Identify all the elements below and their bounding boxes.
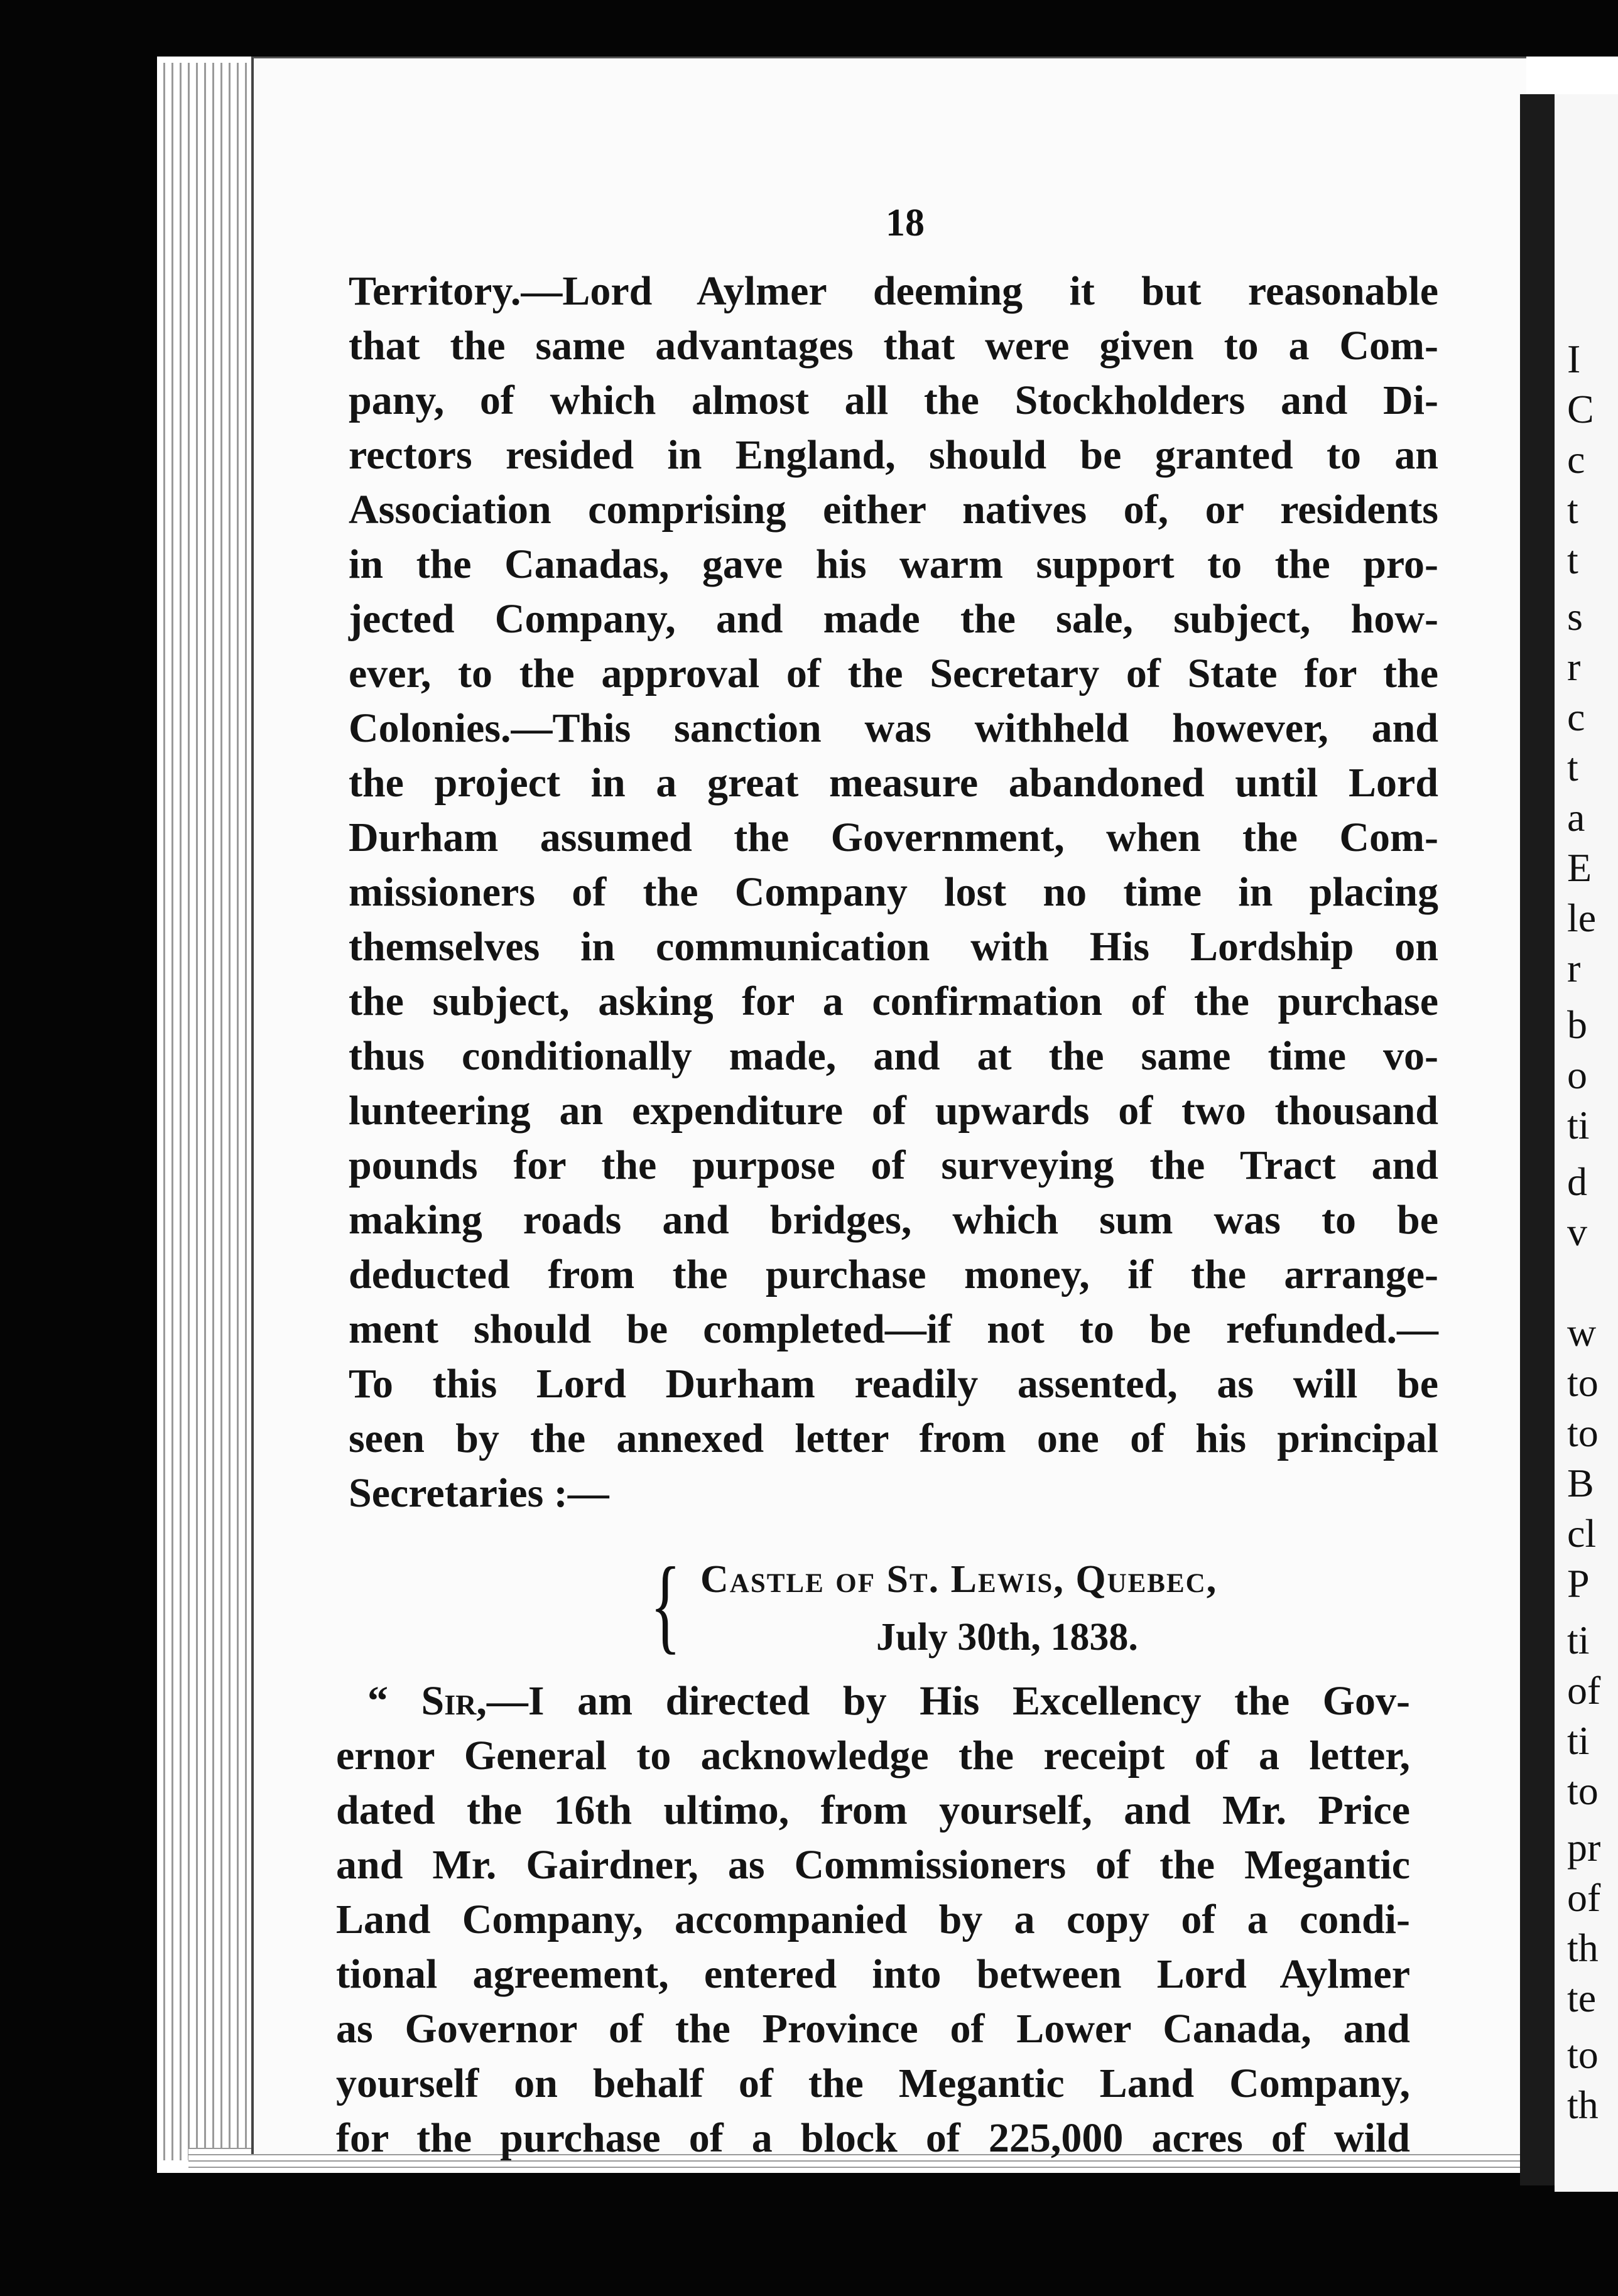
facing-page-fragment: th — [1567, 1925, 1599, 1970]
body-line: Colonies.—This sanction was withheld however, and — [349, 705, 1438, 751]
letter-line: Land Company, accompanied by a copy of a condi- — [336, 1897, 1410, 1942]
facing-page-fragment: b — [1567, 1002, 1587, 1047]
facing-page-fragment: a — [1567, 795, 1585, 840]
body-line: Secretaries :— — [349, 1470, 609, 1516]
facing-page — [1555, 94, 1618, 2192]
scan-background-top — [0, 0, 1618, 57]
body-line: jected Company, and made the sale, subject, how- — [349, 596, 1438, 642]
body-line: rectors resided in England, should be granted to an — [349, 432, 1438, 478]
body-line: Territory.—Lord Aylmer deeming it but reasonable — [349, 268, 1438, 314]
body-line: To this Lord Durham readily assented, as will be — [349, 1361, 1438, 1407]
letter-heading-date: July 30th, 1838. — [876, 1616, 1138, 1659]
facing-page-fragment: of — [1567, 1668, 1601, 1713]
facing-page-fragment: to — [1567, 2032, 1599, 2077]
body-line: the subject, asking for a confirmation of the purchase — [349, 978, 1438, 1024]
curly-brace-icon: { — [650, 1546, 681, 1664]
letter-line: tional agreement, entered into between Lord Aylmer — [336, 1951, 1410, 1997]
body-line: pany, of which almost all the Stockholders and Di- — [349, 377, 1438, 423]
scan-background-bottom — [0, 2173, 1618, 2296]
facing-page-fragment: to — [1567, 1768, 1599, 1813]
body-line: seen by the annexed letter from one of his principal — [349, 1416, 1438, 1461]
book-page-edges — [157, 63, 264, 2160]
body-line: that the same advantages that were given to a Com- — [349, 323, 1438, 369]
page-number: 18 — [886, 202, 925, 244]
letter-salutation: “ Sir, — [367, 1678, 487, 1724]
facing-page-fragment: s — [1567, 594, 1583, 639]
body-line: ever, to the approval of the Secretary of State for the — [349, 651, 1438, 696]
facing-page-fragment: I — [1567, 337, 1581, 381]
letter-line: for the purchase of a block of 225,000 acres of wild — [336, 2115, 1410, 2161]
facing-page-fragment: w — [1567, 1310, 1597, 1355]
facing-page-fragment: o — [1567, 1053, 1587, 1097]
scan-background-left — [0, 0, 157, 2296]
facing-page-fragment: c — [1567, 437, 1585, 482]
body-line: pounds for the purpose of surveying the Tract and — [349, 1142, 1438, 1188]
body-line: making roads and bridges, which sum was to be — [349, 1197, 1438, 1243]
letter-line: yourself on behalf of the Megantic Land Company, — [336, 2060, 1410, 2106]
letter-heading — [650, 1546, 1404, 1677]
facing-page-fragment: le — [1567, 896, 1597, 940]
letter-line: dated the 16th ultimo, from yourself, and Mr. Price — [336, 1787, 1410, 1833]
body-line: deducted from the purchase money, if the arrange- — [349, 1252, 1438, 1297]
facing-page-fragment: cl — [1567, 1511, 1597, 1556]
body-line: thus conditionally made, and at the same time vo- — [349, 1033, 1438, 1079]
letter-first-line-rest: —I am directed by His Excellency the Gov- — [486, 1678, 1410, 1724]
facing-page-fragment: d — [1567, 1159, 1587, 1204]
body-line: Durham assumed the Government, when the Com- — [349, 815, 1438, 860]
body-text — [349, 264, 1438, 1520]
facing-page-fragment: r — [1567, 946, 1581, 990]
letter-text — [336, 1674, 1410, 2165]
letter-line — [336, 1674, 1410, 1728]
facing-page-fragment: te — [1567, 1976, 1597, 2020]
facing-page-fragment: t — [1567, 745, 1578, 789]
body-line: in the Canadas, gave his warm support to the pro- — [349, 541, 1438, 587]
facing-page-fragment: ti — [1567, 1618, 1590, 1662]
facing-page-fragment: to — [1567, 1360, 1599, 1405]
body-line: ment should be completed—if not to be refunded.— — [349, 1306, 1438, 1352]
letter-line: ernor General to acknowledge the receipt of a letter, — [336, 1733, 1410, 1779]
body-line: missioners of the Company lost no time in placing — [349, 869, 1438, 915]
letter-line: and Mr. Gairdner, as Commissioners of the Megantic — [336, 1842, 1410, 1888]
facing-page-fragment: t — [1567, 487, 1578, 532]
facing-page-fragment: to — [1567, 1411, 1599, 1455]
facing-page-fragment: c — [1567, 695, 1585, 739]
body-line: themselves in communication with His Lordship on — [349, 924, 1438, 970]
facing-page-fragment: pr — [1567, 1825, 1601, 1870]
facing-page-fragment: E — [1567, 845, 1592, 890]
facing-page-fragment: ti — [1567, 1718, 1590, 1763]
book-gutter — [1520, 94, 1555, 2185]
letter-line: as Governor of the Province of Lower Canada, and — [336, 2006, 1410, 2052]
facing-page-fragment: C — [1567, 387, 1594, 431]
facing-page-fragment: P — [1567, 1561, 1590, 1606]
facing-page-fragment: B — [1567, 1461, 1594, 1505]
facing-page-fragment: of — [1567, 1875, 1601, 1920]
facing-page-fragment: v — [1567, 1210, 1587, 1254]
body-line: Association comprising either natives of, or residents — [349, 487, 1438, 533]
body-line: lunteering an expenditure of upwards of two thousand — [349, 1088, 1438, 1134]
facing-page-fragment: r — [1567, 644, 1581, 689]
facing-page-fragment: t — [1567, 538, 1578, 582]
letter-heading-place: Castle of St. Lewis, Quebec, — [700, 1558, 1218, 1601]
facing-page-fragment: th — [1567, 2082, 1599, 2127]
facing-page-fragment: ti — [1567, 1103, 1590, 1147]
body-line: the project in a great measure abandoned until Lord — [349, 760, 1438, 806]
